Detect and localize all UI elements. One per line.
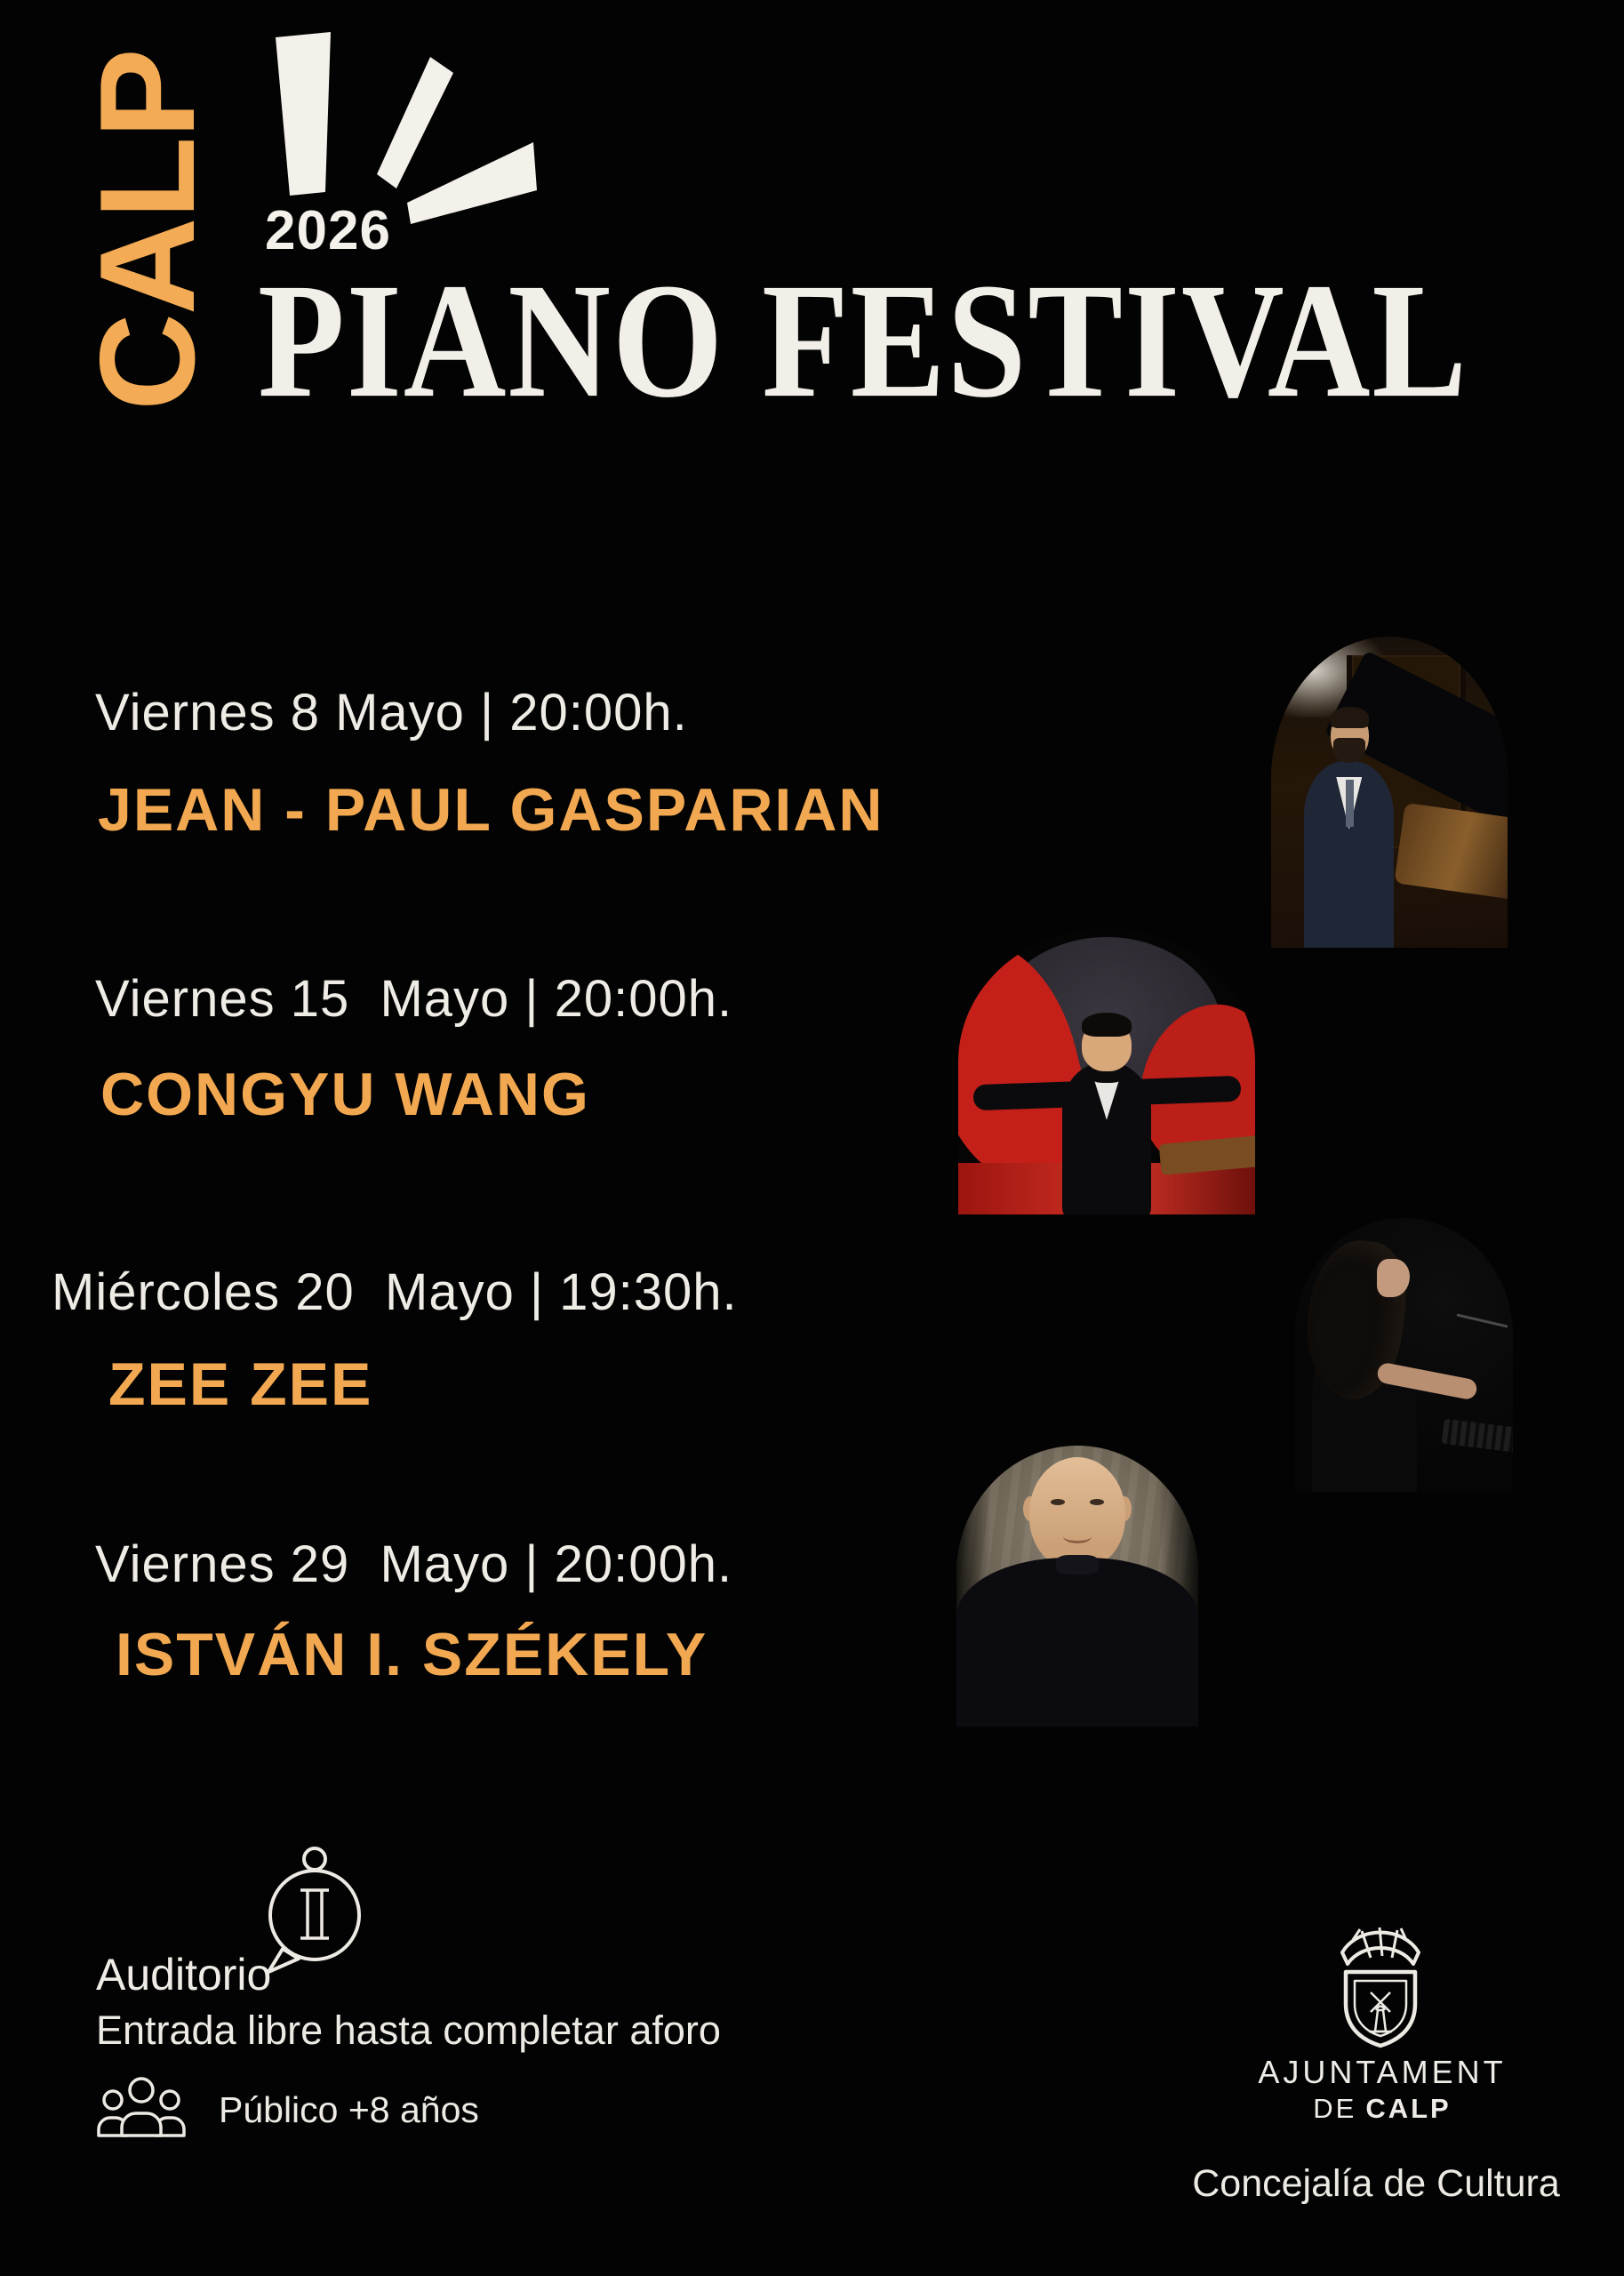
pianist-bowtie <box>1092 1073 1121 1084</box>
pianist-beard <box>1333 738 1365 763</box>
pianist-collar <box>1056 1555 1100 1575</box>
pianist-hair <box>1082 1013 1132 1037</box>
org-name-de: DE <box>1313 2093 1357 2124</box>
org-name-line1: AJUNTAMENT <box>1258 2054 1507 2090</box>
congyu-wang-photo <box>958 928 1255 1214</box>
info-speech-bubble-icon <box>258 1846 370 1986</box>
pianist-hair <box>1331 707 1370 729</box>
pianist-shirt <box>956 1558 1198 1727</box>
people-group-icon <box>94 2075 188 2141</box>
pianist-eye <box>1090 1499 1104 1505</box>
pianist-face <box>1029 1457 1126 1569</box>
venue-name: Auditorio <box>96 1950 272 2000</box>
zee-zee-photo <box>1294 1218 1513 1492</box>
event-1-artist: JEAN - PAUL GASPARIAN <box>98 776 884 844</box>
department-name: Concejalía de Cultura <box>1192 2162 1560 2205</box>
event-1-date: Viernes 8 Mayo | 20:00h. <box>95 684 688 741</box>
festival-year: 2026 <box>265 200 391 261</box>
calp-coat-of-arms <box>1332 1908 1429 2050</box>
org-name-line2 <box>1249 2093 1516 2125</box>
istvan-szekely-photo <box>956 1446 1198 1727</box>
jean-paul-gasparian-photo <box>1271 637 1508 948</box>
pianist-tie <box>1346 780 1354 827</box>
festival-title: PIANO FESTIVAL <box>258 248 1469 432</box>
admission-note: Entrada libre hasta completar aforo <box>96 2008 721 2053</box>
audience-note: Público +8 años <box>219 2089 479 2130</box>
event-2-date: Viernes 15 Mayo | 20:00h. <box>95 970 733 1028</box>
event-2-artist: CONGYU WANG <box>100 1061 590 1128</box>
event-4-artist: ISTVÁN I. SZÉKELY <box>116 1621 708 1688</box>
event-3-date: Miércoles 20 Mayo | 19:30h. <box>52 1263 738 1321</box>
org-name-calp: CALP <box>1365 2093 1452 2124</box>
brand-calp-vertical: CALP <box>72 50 223 411</box>
event-4-date: Viernes 29 Mayo | 20:00h. <box>95 1535 733 1593</box>
event-3-artist: ZEE ZEE <box>108 1350 373 1418</box>
